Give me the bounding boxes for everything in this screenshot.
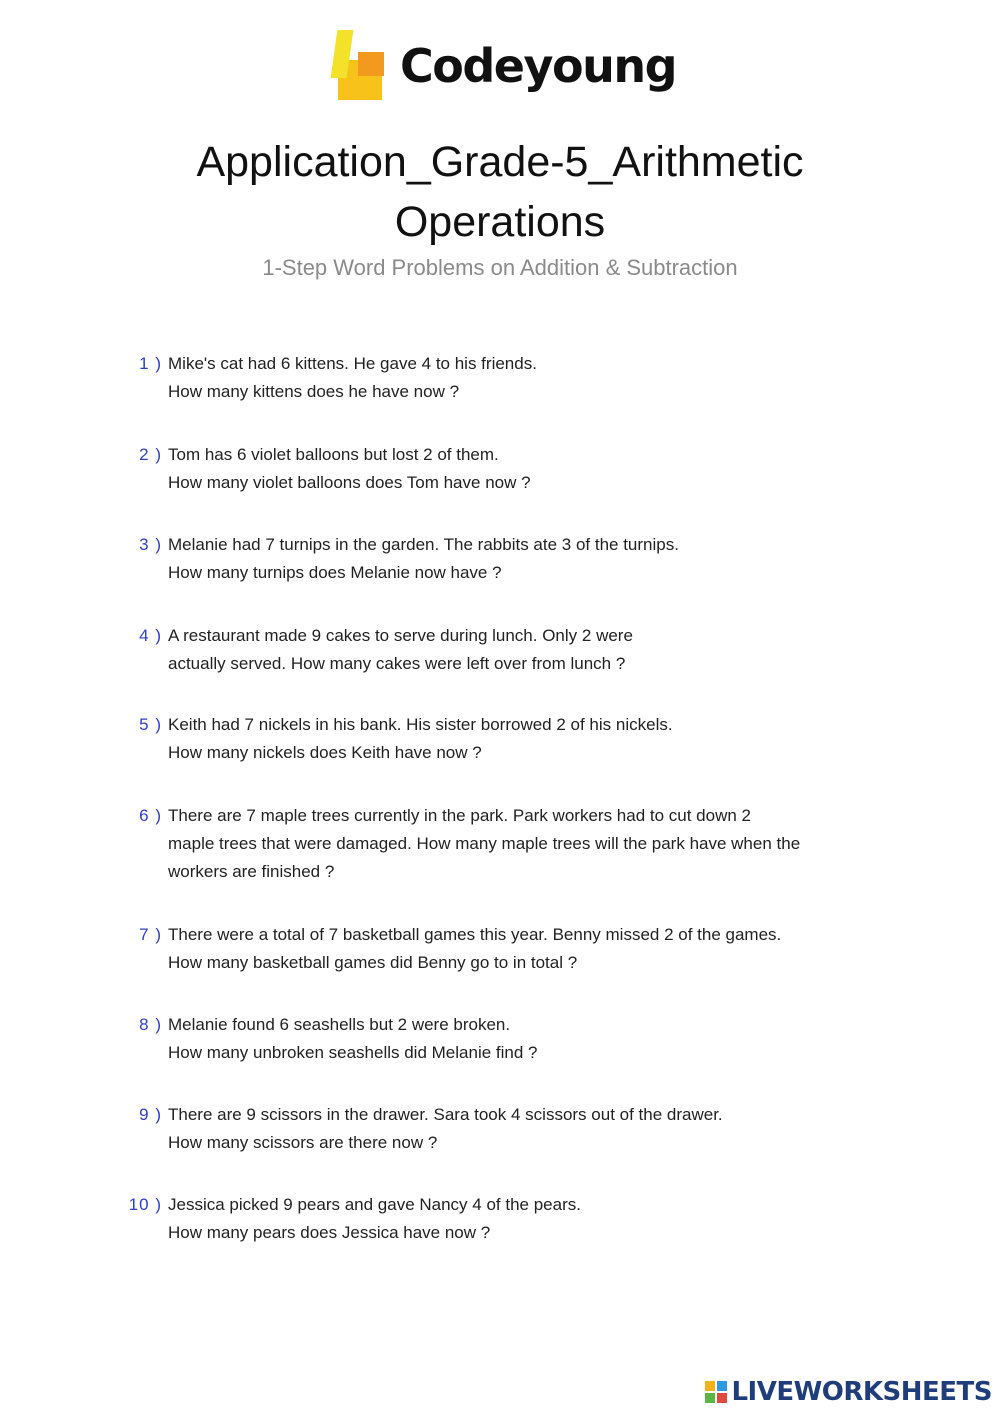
problem-text-line: How many unbroken seashells did Melanie find ?	[168, 1043, 538, 1062]
title-line-2: Operations	[394, 198, 606, 246]
problem-item	[120, 802, 820, 886]
problem-text-line: How many turnips does Melanie now have ?	[168, 563, 502, 582]
problem-number: 9 )	[139, 1105, 162, 1124]
problem-item	[120, 622, 820, 678]
codeyoung-logo	[332, 26, 676, 106]
liveworksheets-text: LIVEWORKSHEETS	[731, 1377, 992, 1407]
problem-number: 7 )	[139, 925, 162, 944]
problem-text-line: workers are finished ?	[168, 862, 335, 881]
problem-number: 4 )	[139, 626, 162, 645]
problem-text-line: Melanie found 6 seashells but 2 were broken.	[168, 1015, 511, 1034]
problem-text-line: There were a total of 7 basketball games this year. Benny missed 2 of the games.	[168, 925, 782, 944]
problem-number: 10 )	[128, 1195, 162, 1214]
problem-text-line: Mike's cat had 6 kittens. He gave 4 to his friends.	[168, 354, 537, 373]
problem-item	[120, 1191, 820, 1247]
problem-item	[120, 1101, 820, 1157]
problem-number: 1 )	[139, 354, 162, 373]
liveworksheets-brand	[705, 1377, 992, 1407]
page-subtitle: 1-Step Word Problems on Addition & Subtraction	[262, 255, 738, 280]
problem-number: 8 )	[139, 1015, 162, 1034]
codeyoung-logo-icon	[332, 30, 386, 102]
page-title	[0, 132, 1000, 252]
problem-item	[120, 711, 820, 767]
problem-text-line: There are 9 scissors in the drawer. Sara took 4 scissors out of the drawer.	[168, 1105, 723, 1124]
problem-text-line: Melanie had 7 turnips in the garden. The rabbits ate 3 of the turnips.	[168, 535, 679, 554]
liveworksheets-icon	[705, 1381, 727, 1403]
problem-text-line: Tom has 6 violet balloons but lost 2 of them.	[168, 445, 499, 464]
problem-text-line: There are 7 maple trees currently in the park. Park workers had to cut down 2	[168, 806, 751, 825]
problem-text-line: maple trees that were damaged. How many maple trees will the park have when the	[168, 834, 801, 853]
problem-number: 5 )	[139, 715, 162, 734]
problem-text-line: actually served. How many cakes were left over from lunch ?	[168, 654, 626, 673]
problem-item	[120, 921, 820, 977]
problem-text-line: How many pears does Jessica have now ?	[168, 1223, 491, 1242]
problem-item	[120, 531, 820, 587]
problem-item	[120, 441, 820, 497]
problem-text-line: How many scissors are there now ?	[168, 1133, 438, 1152]
problem-text-line: How many basketball games did Benny go to in total ?	[168, 953, 578, 972]
logo-text: Codeyoung	[400, 39, 676, 93]
problem-text-line: How many kittens does he have now ?	[168, 382, 460, 401]
problem-number: 2 )	[139, 445, 162, 464]
problem-text-line: How many nickels does Keith have now ?	[168, 743, 482, 762]
problem-text-line: Keith had 7 nickels in his bank. His sister borrowed 2 of his nickels.	[168, 715, 673, 734]
problem-text-line: A restaurant made 9 cakes to serve during lunch. Only 2 were	[168, 626, 633, 645]
problem-text-line: Jessica picked 9 pears and gave Nancy 4 of the pears.	[168, 1195, 581, 1214]
problem-text-line: How many violet balloons does Tom have now ?	[168, 473, 531, 492]
problem-item	[120, 350, 820, 406]
problem-number: 3 )	[139, 535, 162, 554]
problem-item	[120, 1011, 820, 1067]
problem-number: 6 )	[139, 806, 162, 825]
title-line-1: Application_Grade-5_Arithmetic	[196, 138, 804, 186]
